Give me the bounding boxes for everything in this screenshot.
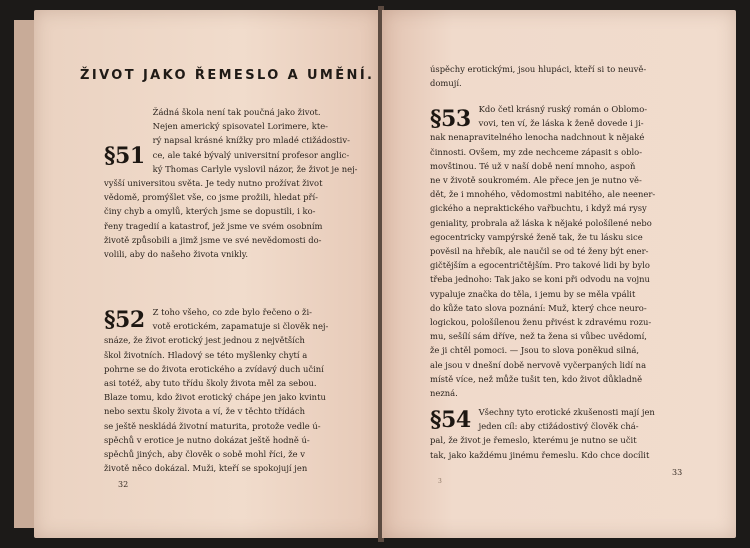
section-52-line: se ještě neskládá životní maturita, protože vedle ú- xyxy=(104,420,321,431)
section-51-line: ký Thomas Carlyle vyslovil názor, že život je nej- xyxy=(152,163,358,174)
section-number-54: §54 xyxy=(430,407,471,433)
section-53-line: vovi, ten ví, že láska k ženě dovede i ji- xyxy=(478,118,644,129)
section-53-line: vypaluje značka do těla, i jemu by se měla vpálit xyxy=(430,288,636,299)
right-intro xyxy=(430,62,692,90)
section-53-line: nak nenapravitelného lenocha nadchnout k nějaké xyxy=(430,132,645,143)
section-53-line: geniality, probrala až láska k nějaké pološílené nebo xyxy=(430,217,652,228)
section-51 xyxy=(104,105,358,261)
section-53-line: logickou, pološílenou ženu přivést k zdravému rozu- xyxy=(430,317,652,328)
section-53-line: gičtějším a egocentričtějším. Pro takové lidi by bylo xyxy=(430,260,650,271)
section-53-line: ne v životě soukromém. Ale přece jen je nutno vě- xyxy=(430,175,642,186)
section-52-line: nebo sextu školy života a ví, že v těchto třídách xyxy=(104,406,305,417)
section-53-line: movštinou. Té už v naší době není mnoho, aspoň xyxy=(430,160,636,171)
section-51-text xyxy=(104,105,358,261)
section-number-53: §53 xyxy=(430,106,471,132)
section-52-line: votě erotickém, zapamatuje si člověk nej- xyxy=(152,321,329,332)
section-52-line: spěchů jiných, aby člověk o sobě mohl říci, že v xyxy=(104,449,306,460)
section-54 xyxy=(430,405,692,462)
section-53-line: gického a nepraktického vařbuchtu, i když má rysy xyxy=(430,203,647,214)
section-53-line: nezná. xyxy=(430,388,458,399)
section-51-line: životě způsobili a jimž jsme ve své nevědomosti do- xyxy=(104,234,322,245)
section-54-line: tak, jako každému jinému řemeslu. Kdo chce docílit xyxy=(430,449,650,460)
section-51-line: řeny tragedií a katastrof, jež jsme ve svém osobním xyxy=(104,220,323,231)
section-number-51: §51 xyxy=(104,143,145,169)
section-53-line: mu, sešílí sám dříve, než ta žena si vůbec uvědomí, xyxy=(430,331,647,342)
section-53-line: ale jsou v dnešní době nervově vyčerpaných lidí na xyxy=(430,359,647,370)
section-52 xyxy=(104,305,349,475)
section-51-line: vědomě, promýšlet vše, co jsme prožili, hledat pří- xyxy=(104,192,318,203)
section-53-line: dět, že i mnohého, vědomostmi nabitého, ale neener- xyxy=(430,189,656,200)
section-51-line: volili, aby do našeho života vnikly. xyxy=(104,249,249,260)
section-number-52: §52 xyxy=(104,307,145,333)
page-number-left: 32 xyxy=(118,480,129,489)
section-52-line: spěchů v erotice je nutno dokázat ještě hodně ú- xyxy=(104,434,310,445)
section-52-line: Z toho všeho, co zde bylo řečeno o ži- xyxy=(152,307,312,317)
section-54-line: pal, že život je řemeslo, kterému je nutno se učit xyxy=(430,435,637,446)
section-51-line: vyšší universitou světa. Je tedy nutno prožívat život xyxy=(104,178,323,189)
section-52-line: životě něco dokázal. Muži, kteří se spokojují jen xyxy=(104,463,308,474)
section-53-line: že ji chtěl pomoci. — Jsou to slova poněkud silná, xyxy=(430,345,640,356)
page-number-right: 33 xyxy=(672,468,683,477)
section-54-line: jeden cíl: aby ctižádostivý člověk chá- xyxy=(478,421,639,432)
section-53-line: pověsil na hřebík, ale naučil se od té ženy být ener- xyxy=(430,246,649,257)
intro-text xyxy=(430,62,692,90)
section-53-line: třeba jednoho: Tak jako se koni při odvodu na vojnu xyxy=(430,274,650,285)
section-51-line: ce, ale také bývalý universitní profesor anglic- xyxy=(152,149,350,160)
section-54-line: Všechny tyto erotické zkušenosti mají jen xyxy=(478,407,655,417)
section-51-line: rý napsal krásné knížky pro mladé ctižádostiv- xyxy=(152,135,350,146)
left-page xyxy=(34,10,380,538)
right-page xyxy=(382,10,736,538)
section-52-line: Blaze tomu, kdo život erotický chápe jen jako kvintu xyxy=(104,392,326,403)
intro-line: úspěchy erotickými, jsou hlupáci, kteří si to neuvě- xyxy=(430,64,647,74)
section-53-line: činnosti. Ovšem, my zde nechceme zápasit s oblo- xyxy=(430,146,643,157)
page-edges xyxy=(14,20,34,528)
section-53-line: místě více, než může tušit ten, kdo život důkladně xyxy=(430,373,643,384)
section-52-line: asi totéž, aby tuto třídu školy života měl za sebou. xyxy=(104,378,317,389)
section-53 xyxy=(430,102,692,400)
section-52-line: škol životních. Hladový se této myšlenky chytí a xyxy=(104,349,308,360)
section-52-line: pohrne se do života erotického a zvídavý duch učiní xyxy=(104,363,324,374)
chapter-title: ŽIVOT JAKO ŘEMESLO A UMĚNÍ. xyxy=(80,68,375,83)
section-51-line: Nejen americký spisovatel Lorimere, kte- xyxy=(152,121,329,132)
section-52-line: snáze, že život erotický jest jednou z největších xyxy=(104,335,305,346)
faint-mark: 3 xyxy=(438,478,442,485)
section-51-line: činy chyb a omylů, kterých jsme se dopustili, i ko- xyxy=(104,206,316,217)
section-53-line: do kůže tato slova poznání: Muž, který chce neuro- xyxy=(430,302,647,313)
section-53-line: egocentricky vampýrské ženě tak, že tu lásku sice xyxy=(430,231,643,242)
section-53-line: Kdo četl krásný ruský román o Oblomo- xyxy=(478,104,648,114)
section-53-text xyxy=(430,102,692,400)
section-51-line: Žádná škola není tak poučná jako život. xyxy=(152,107,321,117)
intro-line: domují. xyxy=(430,78,462,89)
